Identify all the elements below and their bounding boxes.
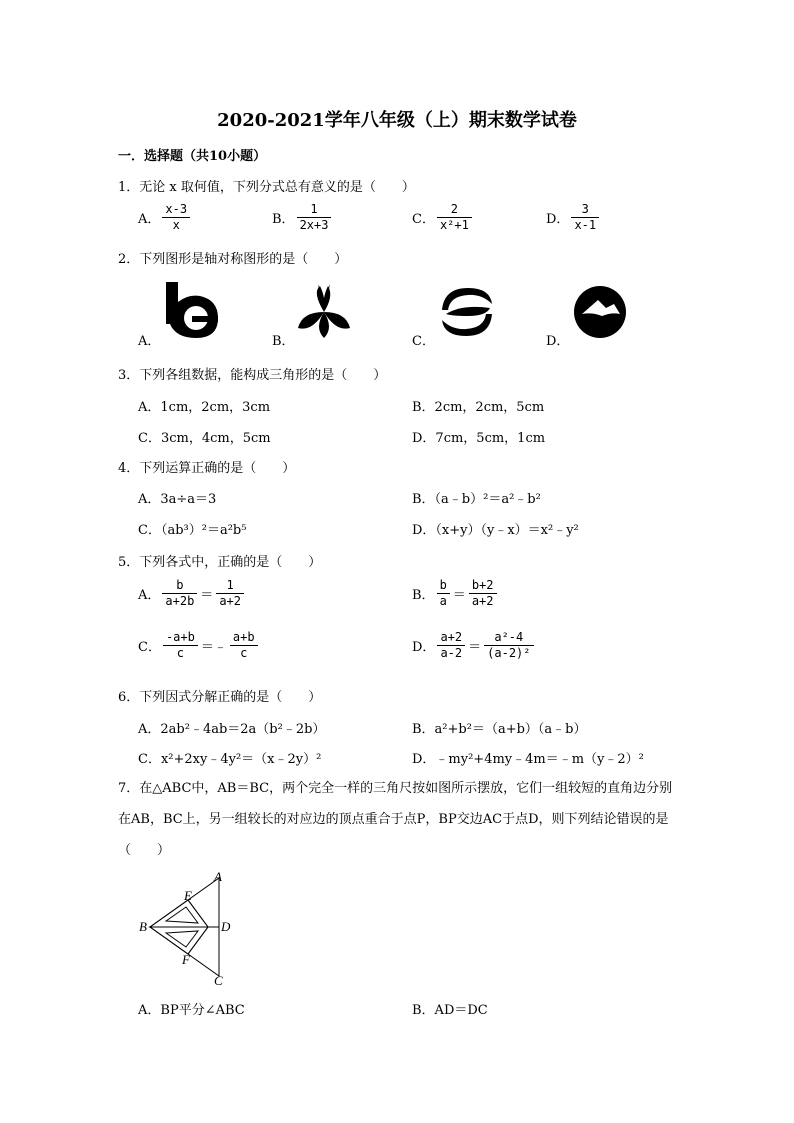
fraction-left	[437, 630, 465, 661]
denominator: a+2b	[165, 594, 195, 608]
operator: ＝﹣	[200, 640, 227, 655]
numerator: 1	[216, 578, 244, 594]
fraction	[162, 202, 190, 233]
question-1-option-b[interactable]	[272, 202, 333, 233]
triangle-figure	[136, 870, 246, 988]
denominator: a-2	[440, 646, 463, 660]
question-6-option-a[interactable]: A．2ab²﹣4ab＝2a（b²﹣2b）	[138, 722, 326, 737]
question-4-option-b[interactable]: B．（a﹣b）²＝a²﹣b²	[412, 492, 541, 507]
numerator: 3	[571, 202, 599, 218]
option-label: B．	[412, 588, 435, 603]
fraction-right	[484, 630, 533, 661]
question-2-option-d-label[interactable]: D．	[546, 334, 570, 349]
question-2-option-b-label[interactable]: B．	[272, 334, 295, 349]
denominator: (a-2)²	[487, 646, 531, 660]
denominator: a+2	[219, 594, 241, 608]
logo-b-icon[interactable]	[294, 282, 354, 340]
logo-a-icon[interactable]	[160, 280, 222, 340]
question-2-option-c-label[interactable]: C．	[412, 334, 435, 349]
question-6-option-c[interactable]: C．x²+2xy﹣4y²＝（x﹣2y）²	[138, 752, 322, 767]
denominator: x²+1	[439, 218, 469, 232]
numerator: -a+b	[163, 630, 198, 646]
fraction-right	[469, 578, 497, 609]
numerator: x-3	[162, 202, 190, 218]
question-6-stem: 6．下列因式分解正确的是（ ）	[118, 690, 322, 705]
fraction-left	[437, 578, 450, 609]
denominator: a	[439, 594, 447, 608]
option-label: A．	[138, 588, 161, 603]
question-7-stem: 7．在△ABC中，AB＝BC，两个完全一样的三角尺按如图所示摆放，它们一组较短的直角边分别在AB，BC上，另一组较长的对应边的顶点重合于点P，BP交边AC于点D，则下列结论错误的是（ ）	[118, 781, 673, 858]
fraction	[571, 202, 599, 233]
fraction	[437, 202, 472, 233]
question-6-option-b[interactable]: B．a²+b²＝（a+b）（a﹣b）	[412, 722, 587, 737]
question-1-option-d[interactable]	[546, 202, 601, 233]
label-c: C	[214, 973, 223, 988]
option-label: D．	[412, 640, 436, 655]
page-title: 2020-2021学年八年级（上）期末数学试卷	[217, 110, 577, 131]
question-4-stem: 4．下列运算正确的是（ ）	[118, 461, 296, 476]
logo-d-icon[interactable]	[572, 284, 628, 340]
question-5-option-d[interactable]	[412, 630, 536, 661]
label-b: B	[139, 919, 147, 934]
question-5-option-b[interactable]	[412, 578, 499, 609]
question-2-option-a-label[interactable]: A．	[138, 334, 161, 349]
set-square-upper-inner	[166, 907, 198, 923]
question-3-stem: 3．下列各组数据，能构成三角形的是（ ）	[118, 368, 387, 383]
numerator: b+2	[469, 578, 497, 594]
numerator: a²-4	[484, 630, 533, 646]
question-5-stem: 5．下列各式中，正确的是（ ）	[118, 555, 322, 570]
set-square-lower	[150, 927, 208, 954]
question-2-stem: 2．下列图形是轴对称图形的是（ ）	[118, 252, 348, 267]
option-label: D．	[546, 212, 570, 227]
operator: ＝	[200, 588, 214, 603]
option-label: C．	[138, 640, 161, 655]
question-4-option-c[interactable]: C．（ab³）²＝a²b⁵	[138, 523, 247, 538]
question-1-option-a[interactable]	[138, 202, 192, 233]
denominator: x	[172, 218, 180, 232]
question-4-option-d[interactable]: D．（x+y）（y﹣x）＝x²﹣y²	[412, 523, 579, 538]
fraction-left	[162, 578, 197, 609]
fraction-right	[216, 578, 244, 609]
option-label: A．	[138, 212, 161, 227]
numerator: 2	[437, 202, 472, 218]
question-3-option-b[interactable]: B．2cm，2cm，5cm	[412, 400, 545, 415]
question-1-stem: 1．无论 x 取何值，下列分式总有意义的是（ ）	[118, 180, 415, 195]
fraction	[297, 202, 332, 233]
question-3-option-d[interactable]: D．7cm，5cm，1cm	[412, 431, 546, 446]
operator: ＝	[468, 640, 482, 655]
denominator: a+2	[471, 594, 494, 608]
set-square-upper	[150, 900, 208, 927]
numerator: a+2	[437, 630, 465, 646]
label-a: A	[214, 870, 222, 884]
denominator: c	[176, 646, 185, 660]
logo-c-icon[interactable]	[438, 286, 496, 338]
label-f: F	[182, 952, 190, 967]
question-1-option-c[interactable]	[412, 202, 474, 233]
denominator: 2x+3	[299, 218, 329, 232]
fraction-left	[163, 630, 198, 661]
question-3-option-c[interactable]: C．3cm，4cm，5cm	[138, 431, 271, 446]
numerator: b	[162, 578, 197, 594]
option-label: C．	[412, 212, 435, 227]
option-label: B．	[272, 212, 295, 227]
label-d: D	[221, 919, 231, 934]
section-heading: 一．选择题（共10小题）	[118, 149, 267, 164]
question-6-option-d[interactable]: D．﹣my²+4my﹣4m＝﹣m（y﹣2）²	[412, 752, 644, 767]
numerator: a+b	[230, 630, 258, 646]
question-7-option-a[interactable]: A．BP平分∠ABC	[138, 1003, 245, 1018]
fraction-right	[230, 630, 258, 661]
operator: ＝	[452, 588, 466, 603]
label-e: E	[184, 888, 192, 903]
question-5-option-c[interactable]	[138, 630, 260, 661]
denominator: x-1	[574, 218, 597, 232]
question-3-option-a[interactable]: A．1cm，2cm，3cm	[138, 400, 271, 415]
numerator: 1	[297, 202, 332, 218]
question-4-option-a[interactable]: A．3a÷a＝3	[138, 492, 217, 507]
denominator: c	[240, 646, 248, 660]
question-5-option-a[interactable]	[138, 578, 246, 609]
numerator: b	[437, 578, 450, 594]
question-7-option-b[interactable]: B．AD＝DC	[412, 1003, 488, 1018]
set-square-lower-inner	[166, 931, 198, 947]
